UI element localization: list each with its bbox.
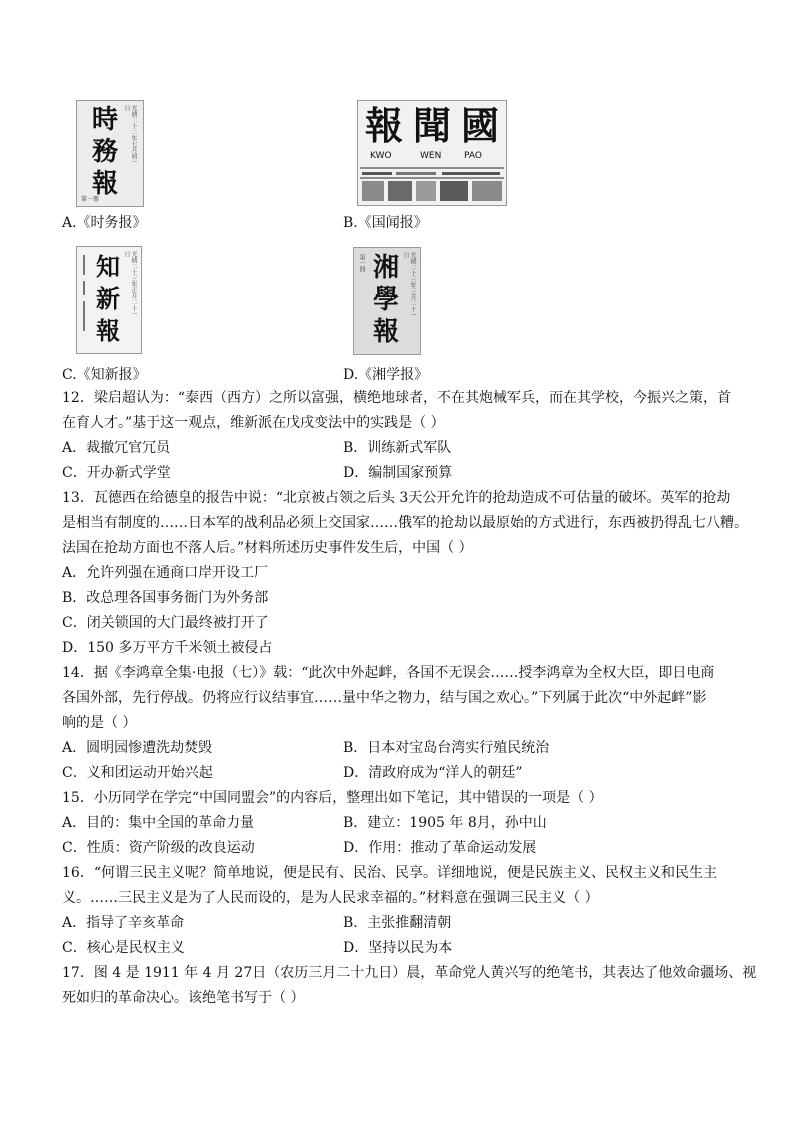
masthead-char: 國 (460, 103, 499, 148)
option-a-label: A.《时务报》 (62, 215, 147, 231)
q15-option-d: D．作用：推动了革命运动发展 (343, 840, 537, 856)
masthead-char: 湘 (372, 253, 399, 283)
stem-line: 13．瓦德西在给德皇的报告中说：“北京被占领之后头 3天公开允许的抢劫造成不可估量的破坏。英军的抢劫 (62, 490, 731, 506)
stem-line: 14．据《李鸿章全集·电报（七）》载：“此次中外起衅，各国不无误会……授李鸿章为全权大臣，即日电商 (62, 665, 715, 681)
question-15-stem (62, 786, 742, 811)
corner-text: 第一冊 (358, 254, 365, 272)
q15-option-c: C．性质：资产阶级的改良运动 (62, 840, 255, 856)
masthead-char: 報 (364, 103, 403, 148)
q13-option-d: D．150 多万平方千米领土被侵占 (62, 640, 273, 656)
question-16-stem (62, 861, 742, 911)
question-13-stem (62, 486, 748, 561)
q14-option-c: C．义和团运动开始兴起 (62, 765, 213, 781)
q16-option-d: D．坚持以民为本 (343, 940, 453, 956)
question-14-stem (62, 661, 742, 736)
zhixinbao-image (76, 246, 142, 354)
left-margin-texture (81, 255, 89, 345)
stem-line: 响的是（ ） (62, 715, 137, 731)
q12-option-d: D．编制国家预算 (343, 465, 453, 481)
masthead-char: 學 (372, 285, 399, 315)
shiwubao-image (76, 100, 144, 207)
q12-option-a: A．裁撤冗官冗员 (62, 440, 171, 456)
q13-option-c: C．闭关锁国的大门最终被打开了 (62, 615, 269, 631)
stem-line: 死如归的革命决心。该绝笔书写于（ ） (62, 990, 305, 1006)
masthead-char: 知 (96, 252, 120, 281)
stem-line: 是相当有制度的……日本军的战利品必须上交国家……俄军的抢劫以最原始的方式进行，东西被扔得乱七八糟。 (62, 515, 748, 531)
newsprint-body-texture (358, 165, 506, 205)
masthead-char: 報 (96, 316, 120, 345)
stem-line: 法国在抢劫方面也不落人后。”材料所述历史事件发生后，中国（ ） (62, 540, 473, 556)
guowenbao-image (357, 100, 507, 206)
q16-option-c: C．核心是民权主义 (62, 940, 185, 956)
q12-option-b: B．训练新式军队 (343, 440, 452, 456)
q16-option-a: A．指导了辛亥革命 (62, 915, 185, 931)
masthead-char: 務 (91, 137, 118, 167)
stem-line: 15．小历同学在学完“中国同盟会”的内容后，整理出如下笔记，其中错误的一项是（ ） (62, 790, 603, 806)
stem-line: 义。……三民主义是为了人民而设的，是为人民求幸福的。”材料意在强调三民主义（ ） (62, 890, 599, 906)
side-date-text: 光緒二十二年七月初一日 (123, 105, 137, 165)
latin-title-part: PAO (464, 151, 482, 161)
q14-option-b: B．日本对宝岛台湾实行殖民统治 (343, 740, 550, 756)
latin-title-part: KWO (370, 151, 392, 161)
q12-option-c: C．开办新式学堂 (62, 465, 171, 481)
stem-line: 在育人才。”基于这一观点，维新派在戊戌变法中的实践是（ ） (62, 415, 445, 431)
masthead-char: 報 (372, 317, 399, 347)
question-12-stem (62, 386, 742, 436)
side-date-text: 光緒二十三年三月二十一日 (402, 252, 416, 318)
latin-title-part: WEN (420, 151, 442, 161)
q13-option-a: A．允许列强在通商口岸开设工厂 (62, 565, 269, 581)
q14-option-d: D．清政府成为“洋人的朝廷” (343, 765, 523, 781)
masthead-char: 聞 (412, 103, 451, 148)
corner-text: 第一冊 (81, 196, 100, 203)
question-17-stem (62, 961, 757, 1011)
stem-line: 17．图 4 是 1911 年 4 月 27日（农历三月二十九日）晨，革命党人黄兴写的绝笔书，其表达了他效命疆场、视 (62, 965, 757, 981)
stem-line: 16．“何谓三民主义呢？简单地说，便是民有、民治、民享。详细地说，便是民族主义、民权主义和民生主 (62, 865, 717, 881)
masthead-char: 時 (91, 105, 118, 135)
q15-option-a: A．目的：集中全国的革命力量 (62, 815, 255, 831)
q13-option-b: B．改总理各国事务衙门为外务部 (62, 590, 269, 606)
option-b-label: B.《国闻报》 (343, 215, 428, 231)
xiangxuebao-image (353, 247, 421, 355)
q14-option-a: A．圆明园惨遭洗劫焚毁 (62, 740, 213, 756)
option-c-label: C.《知新报》 (62, 367, 147, 383)
side-date-text: 光緒二十三年正月二十一日 (123, 251, 137, 317)
masthead-char: 報 (91, 169, 118, 199)
q16-option-b: B．主张推翻清朝 (343, 915, 452, 931)
stem-line: 各国外部，先行停战。仍将应行议结事宜……量中华之物力，结与国之欢心。”下列属于此次“中外起衅”影 (62, 690, 707, 706)
masthead-char: 新 (96, 284, 120, 313)
stem-line: 12．梁启超认为：“泰西（西方）之所以富强，横绝地球者，不在其炮械军兵，而在其学校，今振兴之策，首 (62, 390, 731, 406)
option-d-label: D.《湘学报》 (343, 367, 429, 383)
q15-option-b: B．建立：1905 年 8月，孙中山 (343, 815, 547, 831)
